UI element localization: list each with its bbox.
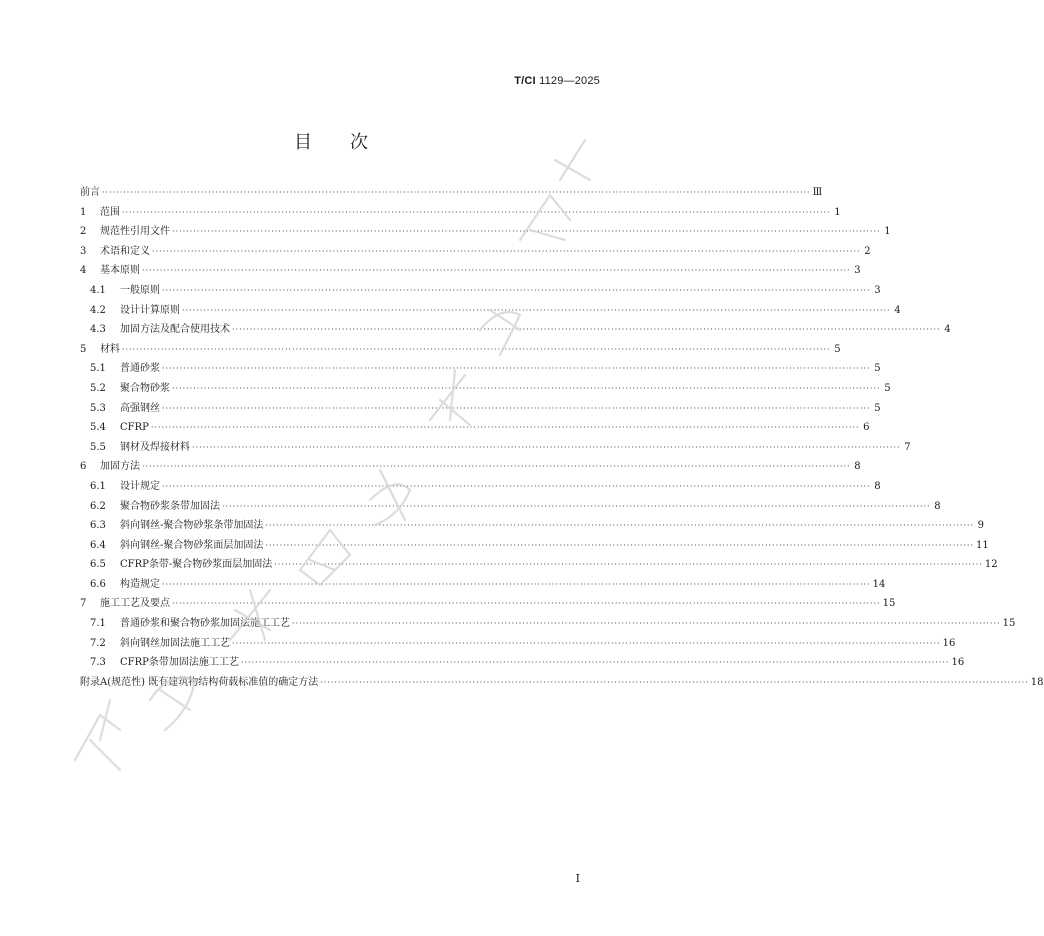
toc-dot-leader: ········································································································································································································	[192, 442, 901, 452]
toc-dot-leader: ········································································································································································································	[122, 207, 831, 217]
toc-dot-leader: ········································································································································································································	[142, 462, 851, 472]
toc-entry[interactable]	[80, 379, 891, 399]
toc-entry-label: 普通砂浆	[120, 363, 160, 375]
toc-entry-label: 加固方法	[100, 461, 140, 473]
toc-entry[interactable]	[80, 673, 1044, 693]
toc-entry[interactable]	[80, 438, 911, 458]
toc-entry-label: 一般原则	[120, 284, 160, 296]
toc-entry-label: 普通砂浆和聚合物砂浆加固法施工工艺	[120, 618, 290, 630]
toc-entry[interactable]	[80, 242, 871, 262]
toc-entry[interactable]	[80, 594, 896, 614]
toc-entry[interactable]	[80, 634, 956, 654]
toc-entry-number: 5.5	[90, 441, 106, 453]
toc-entry-page: 5	[874, 402, 881, 414]
toc-dot-leader: ········································································································································································································	[150, 423, 860, 433]
document-code-number: 1129—2025	[535, 75, 600, 87]
toc-entry[interactable]	[80, 281, 881, 301]
toc-entry[interactable]	[80, 183, 823, 203]
toc-entry[interactable]	[80, 301, 901, 321]
toc-entry-number: 1	[80, 206, 87, 218]
toc-entry[interactable]	[80, 222, 891, 242]
toc-entry-label: 高强钢丝	[120, 402, 160, 414]
toc-entry-number: 7.1	[90, 618, 106, 630]
toc-entry[interactable]	[80, 320, 951, 340]
toc-entry[interactable]	[80, 575, 886, 595]
toc-entry-page: 5	[834, 343, 841, 355]
toc-entry-label: 斜向钢丝-聚合物砂浆条带加固法	[120, 520, 264, 532]
toc-dot-leader: ········································································································································································································	[172, 227, 881, 237]
toc-entry-number: 6	[80, 461, 87, 473]
toc-dot-leader: ········································································································································································································	[265, 521, 974, 531]
toc-dot-leader: ········································································································································································································	[162, 403, 871, 413]
toc-entry-label: 基本原则	[100, 265, 140, 277]
toc-entry-page: 15	[882, 598, 896, 610]
toc-entry-number: 6.6	[90, 578, 106, 590]
toc-entry[interactable]	[80, 555, 998, 575]
toc-entry-label: 规范性引用文件	[100, 226, 170, 238]
toc-entry-number: 4	[80, 265, 87, 277]
toc-dot-leader: ········································································································································································································	[274, 560, 983, 570]
toc-entry-page: 16	[942, 637, 956, 649]
toc-entry-label: 范围	[100, 206, 120, 218]
toc-entry-page: 3	[854, 265, 861, 277]
toc-entry-number: 7.3	[90, 657, 106, 669]
toc-dot-leader: ········································································································································································································	[232, 638, 941, 648]
toc-entry[interactable]	[80, 340, 841, 360]
toc-dot-leader: ········································································································································································································	[172, 599, 881, 609]
toc-entry-number: 7.2	[90, 637, 106, 649]
toc-entry-page: 8	[874, 480, 881, 492]
toc-entry[interactable]	[80, 653, 965, 673]
toc-entry[interactable]	[80, 399, 881, 419]
toc-entry-label: 设计规定	[120, 480, 160, 492]
toc-entry[interactable]	[80, 457, 861, 477]
toc-entry-number: 5	[80, 343, 87, 355]
toc-dot-leader: ········································································································································································································	[122, 344, 831, 354]
toc-entry-page: 2	[864, 245, 871, 257]
toc-entry-number: 6.4	[90, 539, 106, 551]
toc-entry-label: 附录A(规范性) 既有建筑物结构荷载标准值的确定方法	[80, 676, 319, 688]
toc-entry-page: 11	[975, 539, 989, 551]
toc-entry[interactable]	[80, 203, 841, 223]
toc-dot-leader: ········································································································································································································	[292, 619, 1001, 629]
toc-entry-number: 5.2	[90, 382, 106, 394]
toc-entry-label: 施工工艺及要点	[100, 598, 170, 610]
toc-entry-label: 设计计算原则	[120, 304, 180, 316]
toc-entry-number: 6.1	[90, 480, 106, 492]
toc-entry-page: 8	[854, 461, 861, 473]
page-title: 目次	[294, 132, 406, 153]
toc-entry-label: CFRP条带加固法施工工艺	[120, 657, 239, 669]
toc-dot-leader: ········································································································································································································	[162, 285, 871, 295]
toc-entry-label: CFRP条带-聚合物砂浆面层加固法	[120, 559, 273, 571]
toc-entry-number: 2	[80, 226, 87, 238]
toc-entry-label: 材料	[100, 343, 120, 355]
page-number: I	[575, 872, 580, 885]
toc-entry-page: 8	[934, 500, 941, 512]
toc-entry-label: 前言	[80, 187, 100, 198]
toc-dot-leader: ········································································································································································································	[182, 305, 891, 315]
toc-entry[interactable]	[80, 261, 861, 281]
toc-dot-leader: ········································································································································································································	[320, 677, 1029, 687]
toc-entry[interactable]	[80, 418, 870, 438]
toc-entry-number: 6.5	[90, 559, 106, 571]
toc-dot-leader: ········································································································································································································	[172, 383, 881, 393]
toc-entry-page: 4	[944, 324, 951, 336]
toc-entry-page: 12	[984, 559, 998, 571]
toc-entry-page: 14	[872, 578, 886, 590]
toc-entry-number: 4.3	[90, 324, 106, 336]
toc-entry[interactable]	[80, 359, 881, 379]
toc-entry[interactable]	[80, 516, 984, 536]
toc-entry-page: 18	[1030, 676, 1044, 688]
toc-entry-number: 6.3	[90, 520, 106, 532]
toc-entry-label: 聚合物砂浆条带加固法	[120, 500, 220, 512]
toc-entry-page: Ⅲ	[812, 187, 823, 198]
document-code-prefix: T/CI	[514, 75, 536, 87]
toc-dot-leader: ········································································································································································································	[102, 188, 811, 197]
toc-entry-label: 构造规定	[120, 578, 160, 590]
toc-entry-page: 15	[1002, 618, 1016, 630]
toc-entry-page: 16	[951, 657, 965, 669]
toc-entry-number: 5.1	[90, 363, 106, 375]
toc-dot-leader: ········································································································································································································	[265, 540, 974, 550]
toc-entry-number: 3	[80, 245, 87, 257]
toc-entry-label: 钢材及焊接材料	[120, 441, 190, 453]
toc-entry-label: 斜向钢丝加固法施工工艺	[120, 637, 230, 649]
toc-entry-number: 4.1	[90, 284, 106, 296]
toc-entry-number: 5.4	[90, 422, 106, 434]
toc-dot-leader: ········································································································································································································	[222, 501, 931, 511]
toc-entry-number: 7	[80, 598, 87, 610]
toc-entry[interactable]	[80, 536, 989, 556]
toc-dot-leader: ········································································································································································································	[152, 246, 861, 256]
toc-entry-page: 7	[904, 441, 911, 453]
table-of-contents	[80, 183, 1044, 692]
toc-entry-label: CFRP	[120, 422, 149, 434]
toc-entry-label: 斜向钢丝-聚合物砂浆面层加固法	[120, 539, 264, 551]
toc-entry[interactable]	[80, 614, 1016, 634]
toc-entry-page: 3	[874, 284, 881, 296]
document-code	[514, 75, 600, 87]
toc-dot-leader: ········································································································································································································	[232, 325, 941, 335]
toc-dot-leader: ········································································································································································································	[162, 481, 871, 491]
toc-entry-page: 4	[894, 304, 901, 316]
toc-entry-page: 1	[884, 226, 891, 238]
toc-entry[interactable]	[80, 477, 881, 497]
toc-entry[interactable]	[80, 497, 941, 517]
toc-entry-number: 6.2	[90, 500, 106, 512]
toc-entry-label: 加固方法及配合使用技术	[120, 324, 230, 336]
toc-entry-page: 5	[874, 363, 881, 375]
toc-dot-leader: ········································································································································································································	[142, 266, 851, 276]
toc-entry-number: 5.3	[90, 402, 106, 414]
toc-entry-page: 5	[884, 382, 891, 394]
toc-entry-page: 6	[863, 422, 870, 434]
toc-dot-leader: ········································································································································································································	[162, 364, 871, 374]
toc-entry-label: 聚合物砂浆	[120, 382, 170, 394]
toc-entry-number: 4.2	[90, 304, 106, 316]
toc-entry-page: 9	[977, 520, 984, 532]
toc-entry-label: 术语和定义	[100, 245, 150, 257]
toc-entry-page: 1	[834, 206, 841, 218]
toc-dot-leader: ········································································································································································································	[162, 579, 871, 589]
toc-dot-leader: ········································································································································································································	[240, 658, 950, 668]
